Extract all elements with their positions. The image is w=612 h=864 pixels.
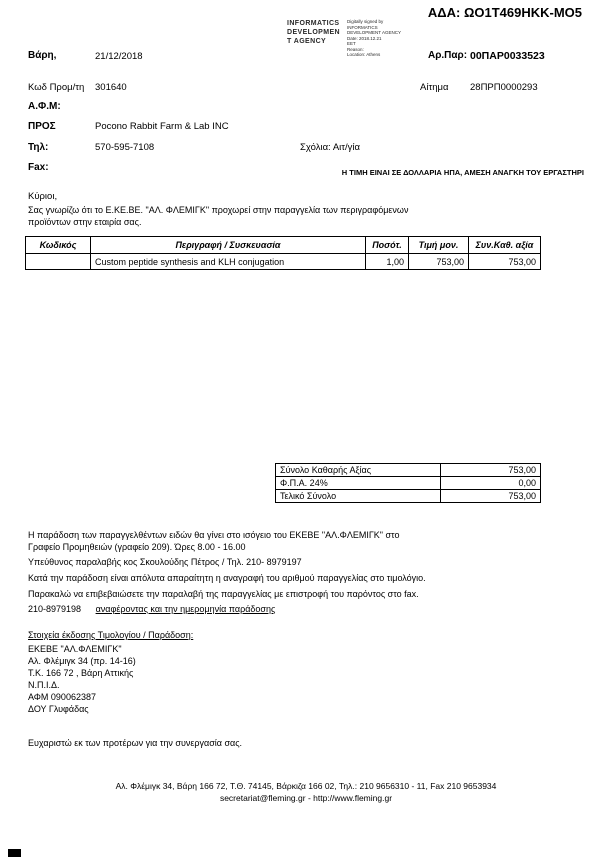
issuer-line: Ν.Π.Ι.Δ.: [28, 680, 60, 690]
issuer-line: Αλ. Φλέμιγκ 34 (πρ. 14-16): [28, 656, 136, 666]
signature-details: [347, 19, 401, 58]
signature-agency-line: INFORMATICS: [287, 20, 340, 27]
comments-value: Σχόλια: Αιτ/γία: [300, 142, 361, 153]
table-row: [276, 464, 541, 477]
issuer-line: Τ.Κ. 166 72 , Βάρη Αττικής: [28, 668, 134, 678]
net-total-value: 753,00: [441, 464, 541, 477]
item-description-cell: Custom peptide synthesis and KLH conjugation: [91, 254, 366, 270]
fax-number: 210-8979198: [28, 604, 82, 614]
intro-line: Σας γνωρίζω ότι το Ε.ΚΕ.ΒΕ. "ΑΛ. ΦΛΕΜΙΓΚ" προχωρεί στην παραγγελία των περιγραφόμενων: [28, 205, 409, 215]
supplier-code-label: Κωδ Προμ/τη: [28, 82, 85, 93]
signature-detail-line: INFORMATICS: [347, 24, 378, 30]
recipient-label: ΠΡΟΣ: [28, 121, 56, 132]
issuer-section-title: Στοιχεία έκδοσης Τιμολογίου / Παράδοση:: [28, 630, 194, 640]
intro-line: προϊόντων στην εταιρία σας.: [28, 217, 142, 227]
signature-detail-line: Location: Athens: [347, 52, 381, 57]
ada-label: ΑΔΑ:: [427, 5, 461, 20]
ada-line: [428, 5, 582, 20]
column-header-description: Περιγραφή / Συσκευασία: [91, 237, 366, 254]
signature-agency-line: T AGENCY: [287, 38, 327, 45]
vat-label: Φ.Π.Α. 24%: [276, 477, 441, 490]
totals-table: [275, 463, 541, 503]
table-row: [276, 477, 541, 490]
delivery-note-line: Κατά την παράδοση είναι απόλυτα απαραίτητη η αναγραφή του αριθμού παραγγελίας στο τιμολόγιο.: [28, 573, 426, 583]
item-unit-price-cell: 753,00: [409, 254, 469, 270]
doc-number-value: 00ΠΑΡ0033523: [470, 50, 545, 62]
afm-label: Α.Φ.Μ:: [28, 101, 61, 112]
final-total-label: Τελικό Σύνολο: [276, 490, 441, 503]
delivery-line: Η παράδοση των παραγγελθέντων ειδών θα γίνει στο ισόγειο του ΕΚΕΒΕ "ΑΛ.ΦΛΕΜΙΓΚ" στο: [28, 530, 400, 540]
currency-notice: Η ΤΙΜΗ ΕΙΝΑΙ ΣΕ ΔΟΛΛΑΡΙΑ ΗΠΑ, ΑΜΕΣΗ ΑΝΑΓΚΗ ΤΟΥ ΕΡΓΑΣΤΗΡΙ: [341, 168, 584, 177]
item-qty-cell: 1,00: [366, 254, 409, 270]
request-value: 28ΠΡΠ0000293: [470, 82, 538, 93]
request-label: Αίτημα: [420, 82, 449, 93]
signature-detail-line: Reason:: [347, 46, 364, 52]
confirmation-line: Παρακαλώ να επιβεβαιώσετε την παραλαβή της παραγγελίας με επιστροφή του παρόντος στο fax.: [28, 589, 419, 599]
salutation: Κύριοι,: [28, 191, 58, 202]
ada-value: ΩΟ1Τ469ΗΚΚ-ΜΟ5: [463, 5, 582, 20]
doc-number-label: Αρ.Παρ:: [428, 50, 468, 61]
issuer-line: ΔΟΥ Γλυφάδας: [28, 704, 89, 714]
item-total-cell: 753,00: [469, 254, 541, 270]
digital-signature-stamp: [287, 19, 401, 58]
column-header-code: Κωδικός: [26, 237, 91, 254]
delivery-date-note: αναφέροντας και την ημερομηνία παράδοσης: [95, 604, 276, 614]
signature-agency-name: [287, 19, 340, 46]
delivery-contact-line: Υπεύθυνος παραλαβής κος Σκουλούδης Πέτρος / Τηλ. 210- 8979197: [28, 557, 302, 567]
signature-detail-line: DEVELOPMENT AGENCY: [347, 30, 401, 35]
signature-detail-line: Date: 2018.12.21: [347, 35, 382, 41]
issuer-line: ΕΚΕΒΕ "ΑΛ.ΦΛΕΜΙΓΚ": [28, 644, 122, 654]
tel-value: 570-595-7108: [95, 142, 155, 153]
items-table: [25, 236, 541, 270]
item-code-cell: [26, 254, 91, 270]
table-row: [276, 490, 541, 503]
items-table-header-row: [26, 237, 541, 254]
confirmation-fax-line: [28, 604, 275, 614]
column-header-qty: Ποσότ.: [366, 237, 409, 254]
recipient-name: Pocono Rabbit Farm & Lab INC: [95, 121, 229, 132]
vat-value: 0,00: [441, 477, 541, 490]
column-header-total: Συν.Καθ. αξία: [469, 237, 541, 254]
supplier-code-value: 301640: [95, 82, 127, 93]
closing-line: Ευχαριστώ εκ των προτέρων για την συνεργασία σας.: [28, 738, 243, 748]
page-corner-mark: [8, 849, 21, 857]
date-value: 21/12/2018: [95, 51, 143, 62]
tel-label: Τηλ:: [28, 142, 49, 153]
column-header-unit-price: Τιμή μον.: [409, 237, 469, 254]
issuer-line: ΑΦΜ 090062387: [28, 692, 96, 702]
signature-detail-line: EET: [347, 41, 356, 46]
footer-address-line: Αλ. Φλέμιγκ 34, Βάρη 166 72, Τ.Θ. 74145, Βάρκιζα 166 02, Τηλ.: 210 9656310 - 11, Fax 210 9653934: [115, 781, 497, 791]
footer-contact-line: secretariat@fleming.gr - http://www.fleming.gr: [219, 793, 393, 803]
signature-agency-line: DEVELOPMEN: [287, 29, 341, 36]
fax-label: Fax:: [28, 162, 49, 173]
net-total-label: Σύνολο Καθαρής Αξίας: [276, 464, 441, 477]
final-total-value: 753,00: [441, 490, 541, 503]
delivery-line: Γραφείο Προμηθειών (γραφείο 209). Ώρες 8.00 - 16.00: [28, 542, 246, 552]
signature-detail-line: Digitally signed by: [347, 19, 384, 24]
table-row: [26, 254, 541, 270]
place-label: Βάρη,: [28, 50, 57, 61]
